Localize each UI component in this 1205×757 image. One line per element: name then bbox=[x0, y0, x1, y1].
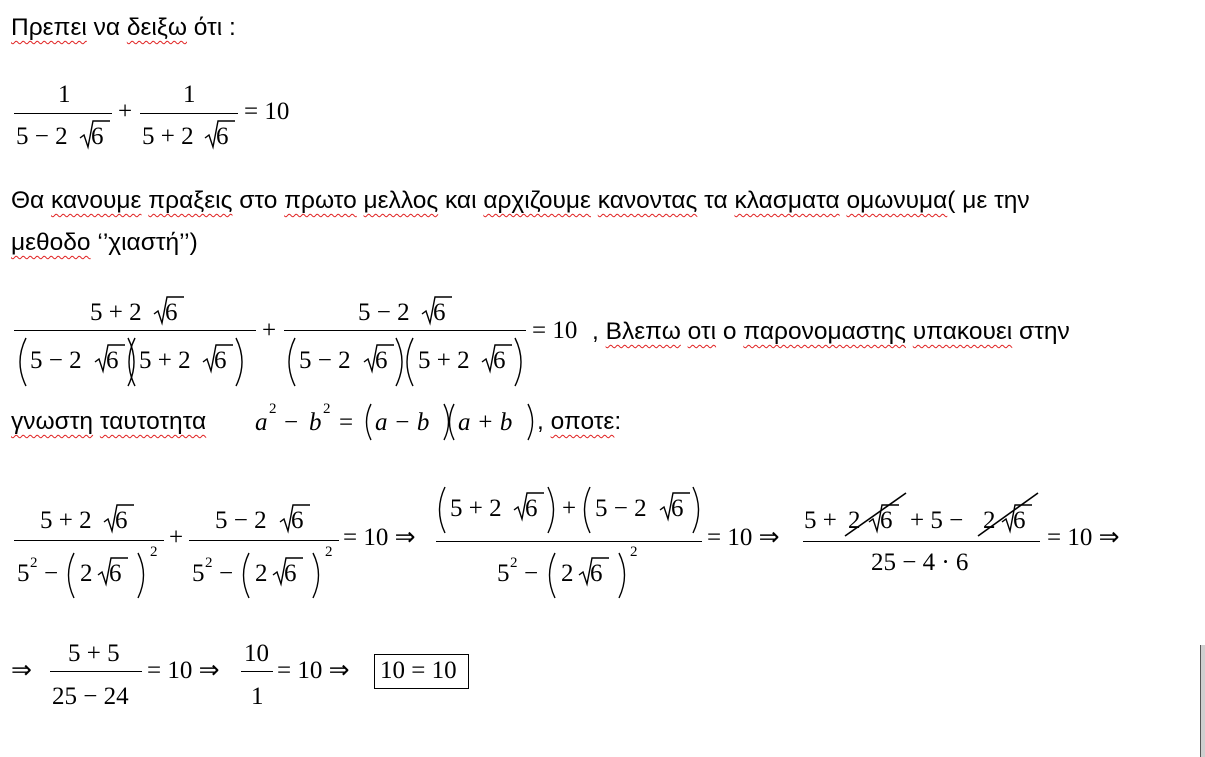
word-oti: ότι : bbox=[186, 14, 236, 41]
t-ypakouei: υπακουει bbox=[912, 318, 1013, 345]
sqrt-icon bbox=[364, 345, 394, 374]
paren-icon bbox=[69, 553, 75, 598]
sqrt-icon bbox=[273, 558, 303, 587]
eq2-num2-six: 6 bbox=[433, 299, 446, 326]
eq3-den2-exp: 2 bbox=[205, 555, 213, 571]
eq1-num1: 1 bbox=[58, 81, 71, 108]
eq4-den2: 1 bbox=[251, 683, 264, 710]
eq2-den2b: 5 + 2 bbox=[418, 347, 470, 374]
t-arxizoume: αρχιζουμε bbox=[483, 187, 591, 214]
eq4-num1: 5 + 5 bbox=[68, 640, 120, 667]
eq4-rhs1: = 10 ⇒ bbox=[147, 657, 220, 684]
sqrt-icon bbox=[514, 493, 544, 522]
t-klasmata: κλασματα bbox=[734, 187, 840, 214]
strike-icon bbox=[978, 493, 1038, 536]
eq1-num2: 1 bbox=[183, 81, 196, 108]
eq3-num1: 5 + 2 bbox=[40, 507, 92, 534]
eq4-rhs2: = 10 ⇒ bbox=[277, 657, 350, 684]
eq2-den1a: 5 − 2 bbox=[30, 347, 82, 374]
t-tha: Θα bbox=[11, 187, 52, 214]
eq3-rhs3: = 10 ⇒ bbox=[1047, 524, 1120, 551]
eq3-den1-six: 6 bbox=[109, 560, 122, 587]
eq4-num2: 10 bbox=[244, 640, 269, 667]
t-omonyma: ομωνυμα bbox=[846, 187, 948, 214]
paren-icon bbox=[20, 338, 26, 386]
eq3-last-num-six-a: 6 bbox=[880, 507, 893, 534]
eq2-den2b-six: 6 bbox=[493, 347, 506, 374]
t-mellos: μελλος bbox=[363, 187, 439, 214]
paren-icon bbox=[289, 338, 295, 386]
eq3-num2-six: 6 bbox=[291, 507, 304, 534]
identity-eq: = bbox=[339, 409, 354, 436]
eq3-last-num-a: 5 + bbox=[804, 507, 837, 534]
eq3-last-den: 25 − 4 · 6 bbox=[871, 549, 969, 576]
t-kanontas: κανοντας bbox=[597, 187, 698, 214]
t-sto: στο bbox=[232, 187, 285, 214]
paren-icon bbox=[407, 338, 413, 386]
eq3-rhs2: = 10 ⇒ bbox=[707, 524, 780, 551]
eq3-last-num-b: + 5 − bbox=[910, 507, 964, 534]
eq3-mid-num-b-six: 6 bbox=[671, 495, 684, 522]
t-colon: : bbox=[614, 408, 622, 435]
paren-icon bbox=[396, 338, 402, 386]
t-me-tin: ( με την bbox=[947, 187, 1030, 214]
t-kanoume: κανουμε bbox=[51, 187, 142, 214]
sqrt-icon bbox=[660, 493, 690, 522]
eq1-den1-six: 6 bbox=[91, 123, 104, 150]
eq3-den3-2: 2 bbox=[561, 560, 574, 587]
eq1-den2-six: 6 bbox=[216, 123, 229, 150]
t-gnosti: γνωστη bbox=[11, 408, 94, 435]
t-praxeis: πραξεις bbox=[148, 187, 233, 214]
t-paronomastis: παρονομαστης bbox=[743, 318, 906, 345]
eq3-den2-2: 2 bbox=[255, 560, 268, 587]
eq3-den3-5: 5 bbox=[497, 560, 510, 587]
eq4-arrow: ⇒ bbox=[11, 657, 32, 684]
eq3-den2-six: 6 bbox=[284, 560, 297, 587]
paren-icon bbox=[619, 553, 625, 598]
paren-icon bbox=[138, 553, 144, 598]
t-opote: οποτε bbox=[550, 408, 615, 435]
t-tautotita: ταυτοτητα bbox=[99, 408, 207, 435]
eq2-num2: 5 − 2 bbox=[358, 299, 410, 326]
paren-icon bbox=[550, 553, 556, 598]
sqrt-icon bbox=[203, 345, 233, 374]
eq2-num1-six: 6 bbox=[165, 299, 178, 326]
identity-apb: a + b bbox=[458, 409, 513, 436]
eq3-den3-minus: − bbox=[524, 560, 539, 587]
eq4-den1: 25 − 24 bbox=[52, 683, 129, 710]
eq3-den1-outexp: 2 bbox=[150, 544, 158, 560]
eq3-num2: 5 − 2 bbox=[215, 507, 267, 534]
sqrt-icon bbox=[482, 345, 512, 374]
t-xiasti: ‘’χιαστή’’) bbox=[90, 229, 198, 256]
eq2-den2a-six: 6 bbox=[375, 347, 388, 374]
eq1-den2: 5 + 2 bbox=[142, 123, 194, 150]
t-ta: τα bbox=[697, 187, 735, 214]
eq3-den3-outexp: 2 bbox=[630, 544, 638, 560]
sqrt-icon bbox=[154, 297, 184, 326]
eq2-den1a-six: 6 bbox=[106, 347, 119, 374]
eq3-den2-outexp: 2 bbox=[325, 544, 333, 560]
eq1-den1: 5 − 2 bbox=[16, 123, 68, 150]
eq3-plus: + bbox=[169, 524, 184, 551]
t-kai: και bbox=[438, 187, 484, 214]
paren-icon bbox=[444, 404, 449, 440]
paren-icon bbox=[450, 404, 455, 440]
result-text: 10 = 10 bbox=[380, 657, 457, 684]
paren-icon bbox=[313, 553, 319, 598]
paren-icon bbox=[548, 487, 554, 533]
paren-icon bbox=[440, 487, 446, 533]
word-prepei: Πρεπει bbox=[11, 14, 87, 41]
sqrt-icon bbox=[104, 505, 134, 534]
identity-a: a bbox=[255, 409, 268, 436]
word-deixo: δειξω bbox=[126, 14, 187, 41]
paren-icon bbox=[515, 338, 521, 386]
eq3-den1-exp: 2 bbox=[30, 555, 38, 571]
eq3-den3-six: 6 bbox=[590, 560, 603, 587]
t-stin: στην bbox=[1012, 318, 1070, 345]
eq2-num1: 5 + 2 bbox=[90, 299, 142, 326]
sqrt-icon bbox=[95, 345, 125, 374]
paren-icon bbox=[585, 487, 591, 533]
identity-minus: − bbox=[284, 409, 299, 436]
eq3-den2-5: 5 bbox=[192, 560, 205, 587]
sqrt-icon bbox=[280, 505, 310, 534]
eq2-den2a: 5 − 2 bbox=[299, 347, 351, 374]
eq3-last-num-2b: 2 bbox=[983, 507, 996, 534]
eq2-plus: + bbox=[262, 317, 277, 344]
eq3-num1-six: 6 bbox=[115, 507, 128, 534]
eq2-rhs: = 10 bbox=[532, 317, 578, 344]
eq3-den2-minus: − bbox=[219, 560, 234, 587]
eq3-den1-minus: − bbox=[44, 560, 59, 587]
word-na: να bbox=[86, 14, 127, 41]
sqrt-icon bbox=[422, 297, 452, 326]
eq3-den1-2: 2 bbox=[80, 560, 93, 587]
eq3-mid-num-b: 5 − 2 bbox=[595, 495, 647, 522]
eq3-mid-num-a-six: 6 bbox=[525, 495, 538, 522]
identity-a-exp: 2 bbox=[269, 401, 277, 417]
eq2-den1b: 5 + 2 bbox=[139, 347, 191, 374]
window-edge bbox=[1200, 645, 1205, 757]
t-oti: οτι bbox=[687, 318, 717, 345]
eq3-den1-5: 5 bbox=[17, 560, 30, 587]
paren-icon bbox=[528, 404, 533, 440]
strike-icon bbox=[845, 493, 906, 536]
sqrt-icon bbox=[579, 558, 609, 587]
t-proto: πρωτο bbox=[284, 187, 357, 214]
paren-icon bbox=[693, 487, 699, 533]
t-o: ο bbox=[716, 318, 744, 345]
identity-b: b bbox=[309, 409, 322, 436]
t-comma: , bbox=[592, 318, 606, 345]
t-methodo: μεθοδο bbox=[11, 229, 91, 256]
eq2-den1b-six: 6 bbox=[214, 347, 227, 374]
sqrt-icon bbox=[205, 121, 235, 150]
eq3-last-num-six-b: 6 bbox=[1013, 507, 1026, 534]
eq3-den3-exp: 2 bbox=[510, 555, 518, 571]
paren-icon bbox=[236, 338, 242, 386]
eq3-mid-num-plus: + bbox=[562, 495, 577, 522]
eq1-plus: + bbox=[118, 98, 133, 125]
identity-amb: a − b bbox=[375, 409, 430, 436]
eq1-rhs: = 10 bbox=[244, 98, 290, 125]
paren-icon bbox=[367, 404, 372, 440]
sqrt-icon bbox=[80, 121, 110, 150]
eq3-mid-num-a: 5 + 2 bbox=[450, 495, 502, 522]
eq3-last-num-2a: 2 bbox=[848, 507, 861, 534]
sqrt-icon bbox=[98, 558, 128, 587]
identity-b-exp: 2 bbox=[323, 401, 331, 417]
paren-icon bbox=[244, 553, 250, 598]
t-vlepo: Βλεπω bbox=[605, 318, 681, 345]
eq3-rhs1: = 10 ⇒ bbox=[343, 524, 416, 551]
t-comma: , bbox=[537, 408, 551, 435]
